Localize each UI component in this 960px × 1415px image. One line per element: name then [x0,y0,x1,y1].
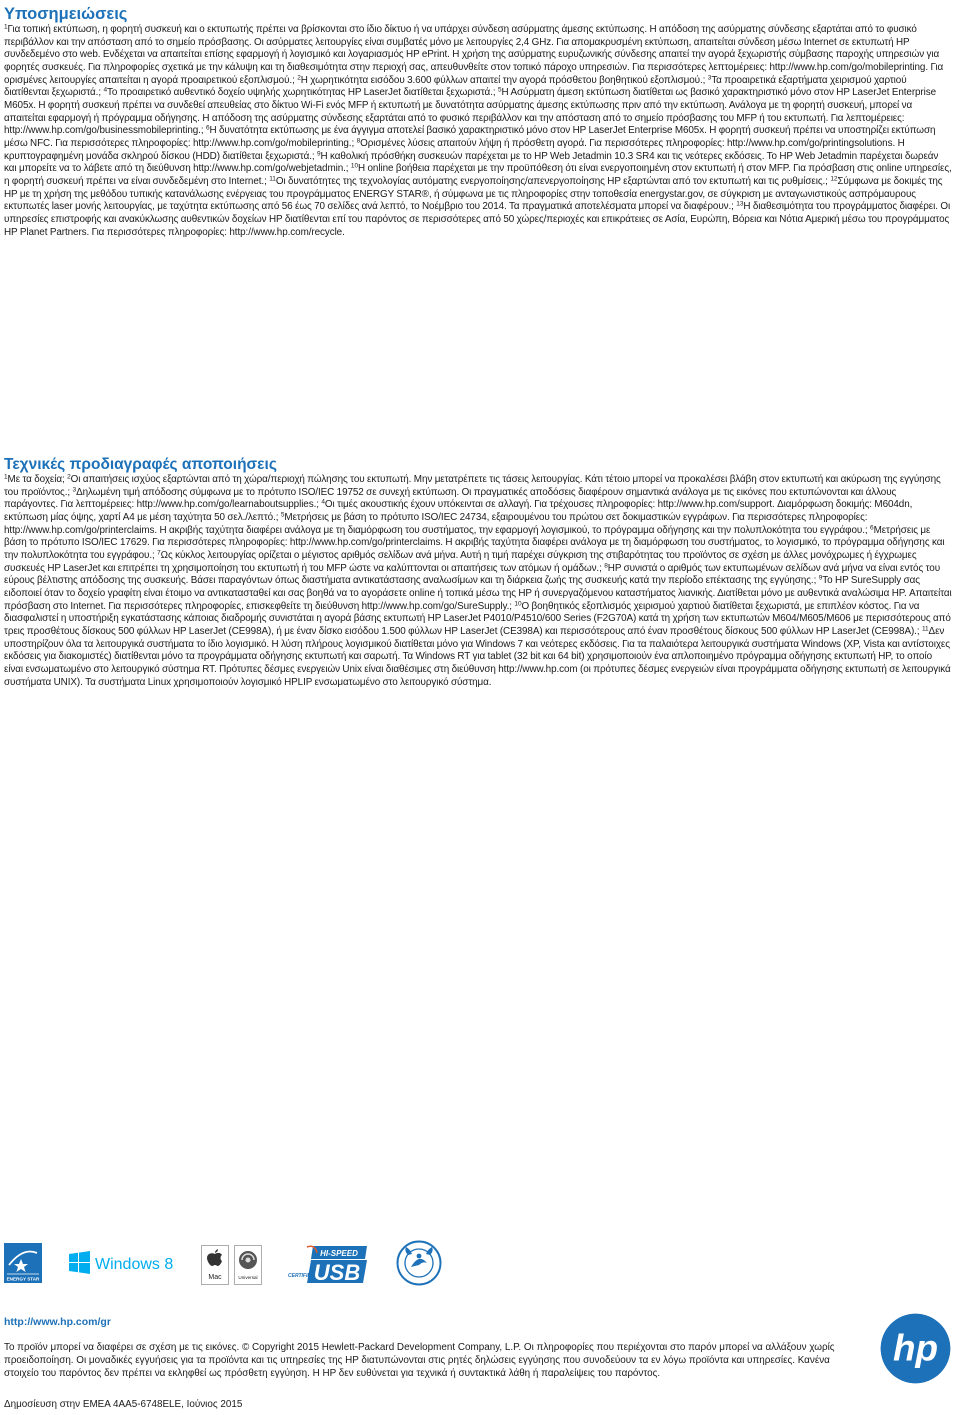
specs-footnote-text: Ως κύκλος λειτουργίας ορίζεται ο μέγιστος αριθμός σελίδων ανά μήνα. Αυτή η τιμή παρέχει σύγκριση της στιβαρότητας του προϊόντος σε σχέση με άλλες μονόχρωμες ή έγχρωμες συσκευές HP LaserJet και επιτρέπει τη χρησιμοποίηση του εκτυπωτή ή του MFP ώστε να καλύπτονται οι απαιτήσεις των ατόμων ή ομάδων.; [4,549,917,574]
notes-footnote-marker: 13 [736,200,744,208]
notes-footnote-text: Τα προαιρετικά εξαρτήματα χειρισμού χαρτιού διατίθενται ξεχωριστά.; [4,74,907,99]
specs-footnote-marker: 3 [72,486,77,494]
universal-label: Universal [238,1275,258,1280]
publication-number: Δημοσίευση στην EMEA 4AA5-6748ELE, Ιούνιος 2015 [4,1399,243,1410]
notes-footnote-marker: 8 [356,137,361,145]
notes-footnote-marker: 1 [4,23,8,31]
usb-certified-label: CERTIFIED [288,1273,315,1279]
notes-footnote-marker: 10 [350,162,358,170]
notes-footnote-text: Η online βοήθεια παρέχεται με την προϋπόθεση ότι είναι ενεργοποιημένη στον εκτυπωτή ή στον MFP. Για πρόσβαση στις online υπηρεσίες, η φορητή συσκευή πρέπει να είναι συνδεδεμένη στο Internet.; [4,163,952,187]
specs-footnote-text: Με τα δοχεία; [7,474,68,485]
specs-footnote-text: Δεν υποστηρίζουν όλα τα λειτουργικά συστήματα το ίδιο λογισμικό. Η λύση πλήρους λογισμικού διατίθεται μόνο για Windows 7 και νεότερες εκδόσεις. Για τα παλαιότερα λειτουργικά συστήματα Windows (XP, Vista και αντίστοιχες εκδόσεις για διακομιστές) διατίθενται μόνο τα προγράμματα οδήγησης εκτυπωτή και σαρωτή. Τα Windows RT για tablet (32 bit και 64 bit) χρησιμοποιούν ένα απλοποιημένο πρόγραμμα οδήγησης εκτυπωτή HP, το οποίο είναι ενσωματωμένο στο λειτουργικό σύστημα RT. Πρότυπες δέσμες ενεργειών Unix είναι διαθέσιμες στη διεύθυνση http://www.hp.com (οι πρότυπες δέσμες ενεργειών είναι προγράμματα οδήγησης εκτυπωτή σε λειτουργικά συστήματα UNIX). Τα συστήματα Linux χρησιμοποιούν λογισμικό HPLIP ενσωματωμένο στο λειτουργικό σύστημα. [4,625,951,688]
footnotes-body [4,24,952,239]
notes-footnote-text: Ορισμένες λύσεις απαιτούν λήψη ή πρόσθετη αγορά. Για περισσότερες πληροφορίες: http://www.hp.com/go/printingsolutions. Η κρυπτογραφημένη μονάδα σκληρού δίσκου (HDD) διατίθεται ξεχωριστά.; [4,137,905,162]
notes-footnote-text: Για τοπική εκτύπωση, η φορητή συσκευή και ο εκτυπωτής πρέπει να βρίσκονται στο ίδιο δίκτυο ή να υπάρχει σύνδεση ασύρματης άμεσης εκτύπωσης. Η απόδοση της ασύρματης σύνδεσης εξαρτάται από το φυσικό περιβάλλον και την απόσταση από το σημείο πρόσβασης. Οι ασύρματες λειτουργίες είναι συμβατές μόνο με λειτουργίες 2,4 GHz. Για απομακρυσμένη εκτύπωση, απαιτείται σύνδεση μέσω Internet σε εκτυπωτή HP συνδεδεμένο στο web. Ενδέχεται να απαιτείται επίσης εφαρμογή ή λογισμικό και λογαριασμός HP ePrint. Η χρήση της ασύρματης ευρυζωνικής σύνδεσης απαιτεί την αγορά ξεχωριστής σύμβασης παροχής υπηρεσιών για φορητές συσκευές. Για πληροφορίες σχετικά με την κάλυψη και τη διαθεσιμότητα στην περιοχή σας, απευθυνθείτε στον τοπικό πάροχο υπηρεσιών. Για περισσότερες λεπτομέρειες: http://www.hp.com/go/mobileprinting. Για ορισμένες λειτουργίες απαιτείται η αγορά προαιρετικού εξοπλισμού.; [4,24,944,86]
universal-icon [234,1245,262,1285]
usb-main-label: USB [313,1260,361,1285]
notes-footnote-text: Το προαιρετικό αυθεντικό δοχείο υψηλής χωρητικότητας HP LaserJet διατίθεται ξεχωριστά.; [107,87,498,99]
footnotes-title: Υποσημειώσεις [4,5,128,23]
mac-label: Mac [208,1274,222,1281]
notes-footnote-marker: 3 [707,74,712,82]
energy-star-icon [4,1243,42,1283]
notes-footnote-text: Η δυνατότητα εκτύπωσης με ένα άγγιγμα αποτελεί βασικό χαρακτηριστικό μόνο στον HP LaserJet Enterprise M605x. Η φορητή συσκευή πρέπει να υποστηρίζει εκτύπωση μέσω NFC. Για περισσότερες πληροφορίες: http://www.hp.com/go/mobileprinting.; [4,125,936,149]
spec-disclaimers-section [4,456,952,689]
windows-label: Windows 8 [95,1256,174,1273]
specs-footnote-marker: 6 [870,524,874,532]
notes-footnote-text: Η Ασύρματη άμεση εκτύπωση διατίθεται ως βασικό χαρακτηριστικό μόνο στον HP LaserJet Enterprise M605x. Η φορητή συσκευή πρέπει να συνδεθεί απευθείας στο δίκτυο Wi-Fi ενός MFP ή εκτυπωτή με δυνατότητα ασύρματης άμεσης εκτύπωσης πριν από την εκτύπωση. Ανάλογα με τη φορητή συσκευή, μπορεί να απαιτείται εφαρμογή ή πρόγραμμα οδήγησης. Η απόδοση της ασύρματης σύνδεσης εξαρτάται από το φυσικό περιβάλλον και την απόσταση από το σημείο πρόσβασης του MFP ή του εκτυπωτή. Για λεπτομέρειες: http://www.hp.com/go/businessmobileprinting.; [4,87,937,137]
notes-footnote-marker: 12 [830,175,838,183]
specs-footnote-text: Δηλωμένη τιμή απόδοσης σύμφωνα με το πρότυπο ISO/IEC 19752 σε συνεχή εκτύπωση. Οι πραγματικές αποδόσεις διαφέρουν σημαντικά ανάλογα με τις εικόνες που εκτυπώνονται και άλλους παράγοντες. Για λεπτομέρειες: http://www.hp.com/go/learnaboutsupplies.; [4,486,897,511]
specs-footnote-text: HP συνιστά ο αριθμός των εκτυπωμένων σελίδων ανά μήνα να είναι εντός του εύρους βέλτιστης απόδοσης της συσκευής. Βάσει παραγόντων όπως διαστήματα αντικατάστασης αναλωσίμων και τη διάρκεια ζωής της συσκευής κατά την περίοδο επέκτασης της εγγύησης.; [4,562,941,587]
specs-footnote-marker: 11 [921,625,929,633]
spec-disclaimers-title: Τεχνικές προδιαγραφές αποποιήσεις [4,456,277,473]
specs-footnote-marker: 10 [514,600,522,608]
specs-footnote-marker: 2 [67,473,71,481]
specs-footnote-text: Οι τιμές ακουστικής έχουν υπόκεινται σε αλλαγή. Για τρέχουσες πληροφορίες: http://www.hp.com/support. Διαμόρφωση δοκιμής: M604dn, εκτύπωση μίας όψης, χαρτί A4 με μέση ταχύτητα 50 σελ./λεπτό.; [4,499,913,523]
specs-footnote-marker: 9 [818,574,823,582]
energy-star-label: ENERGY STAR [6,1276,40,1282]
website-link[interactable]: http://www.hp.com/gr [4,1316,111,1328]
specs-footnote-marker: 4 [321,498,325,506]
notes-footnote-text: Σύμφωνα με δοκιμές της HP με τη χρήση της μεθόδου τυπικής κατανάλωσης ενέργειας του προγράμματος ENERGY STAR®, ή σύμφωνα με τις πληροφορίες στην τοποθεσία energystar.gov, σε σύγκριση με ανταγωνιστικούς ασπρόμαυρους εκτυπωτές laser μονής λειτουργίας, με ταχύτητα εκτύπωσης από 56 έως 70 σελίδες ανά λεπτό, το Νοέμβριο του 2014. Τα πραγματικά αποτελέσματα μπορεί να διαφέρουν.; [4,175,943,213]
specs-footnote-text: Οι απαιτήσεις ισχύος εξαρτώνται από τη χώρα/περιοχή πώλησης του εκτυπωτή. Μην μετατρέπετε τις τάσεις λειτουργίας. Κάτι τέτοιο μπορεί να προκαλέσει βλάβη στον εκτυπωτή και ακύρωση της εγγύησης του προϊόντος.; [4,474,941,498]
specs-footnote-text: Ο βοηθητικός εξοπλισμός χειρισμού χαρτιού διατίθεται ξεχωριστά, με επιπλέον κόστος. Για να διασφαλιστεί η υποστήριξη εγκατάστασης κάποιας διαδρομής συνιστάται η αγορά βάσης εκτυπωτή HP LaserJet P4010/P4510/600 Series (F2G70A) κατά τη χρήση των εκτυπωτών M604/M605/M606 με περισσότερους από τρεις προσθέτους δίσκους 500 φύλλων HP LaserJet (CE998A), ή με έναν δίσκο εισόδου 1.500 φύλλων HP LaserJet (CE398A) και περισσότερους από έναν προσθέτους δίσκους 500 φύλλων HP LaserJet (CE998A).; [4,600,951,637]
notes-footnote-marker: 2 [297,74,301,82]
specs-footnote-marker: 7 [157,549,161,557]
notes-footnote-marker: 4 [103,86,108,94]
specs-footnote-text: Μετρήσεις με βάση το πρότυπο ISO/IEC 17629. Για περισσότερες πληροφορίες: http://www.hp.com/go/printerclaims. Η ακριβής ταχύτητα διαφέρει ανάλογα με τη διαμόρφωση του συστήματος, το λογισμικό, το πρόγραμμα οδήγησης και την πολυπλοκότητα του εγγράφου.; [4,524,945,561]
hp-logo-text: hp [892,1327,939,1369]
footnotes-section [4,4,952,239]
apple-icon [201,1245,229,1285]
notes-footnote-text: Η χωρητικότητα εισόδου 3.600 φύλλων απαιτεί την αγορά πρόσθετου βοηθητικού εξοπλισμού.; [300,74,708,86]
specs-footnote-text: Μετρήσεις με βάση το πρότυπο ISO/IEC 24734, εξαιρουμένου του πρώτου σετ δοκιμαστικών εγγράφων. Για περισσότερες πληροφορίες: http://www.hp.com/go/printerclaims. Η ακριβής ταχύτητα διαφέρει ανάλογα με τη διαμόρφωση του συστήματος, την εφαρμογή λογισμικού, το πρόγραμμα οδήγησης και την πολυπλοκότητα του εγγράφου.; [4,511,871,536]
hp-logo-icon [880,1313,951,1384]
notes-footnote-text: Οι δυνατότητες της τεχνολογίας αυτόματης ενεργοποίησης/απενεργοποίησης HP εξαρτώνται από τον εκτυπωτή και τις ρυθμίσεις.; [275,175,831,187]
specs-footnote-marker: 5 [280,511,285,519]
copyright-disclaimer: Το προϊόν μπορεί να διαφέρει σε σχέση με τις εικόνες. © Copyright 2015 Hewlett-Packard Development Company, L.P. Οι πληροφορίες που περιέχονται στο παρόν μπορεί να αλλάξουν χωρίς προειδοποίηση. Οι μοναδικές εγγυήσεις για τα προϊόντα και τις υπηρεσίες της HP διατυπώνονται στις ρητές δηλώσεις εγγύησης που συνοδεύουν τα εν λόγω προϊόντα και υπηρεσίες. Κανένα στοιχείο του παρόντος δεν πρέπει να εκληφθεί ως πρόσθετη εγγύηση. Η HP δεν ευθύνεται για τεχνικά ή συντακτικά λάθη ή παραλείψεις του παρόντος. [4,1342,835,1380]
notes-footnote-marker: 5 [497,86,502,94]
notes-footnote-marker: 9 [317,150,321,158]
specs-footnote-marker: 1 [4,473,8,481]
notes-footnote-marker: 11 [269,175,276,183]
notes-footnote-text: Η καθολική πρόσθήκη συσκευών παρέχεται με το HP Web Jetadmin 10.3 SR4 και τις νεότερες εκδόσεις. Το HP Web Jetadmin παρέχεται δωρεάν και μπορείτε να το λάβετε από τη διεύθυνση http://www.hp.com/go/webjetadmin.; [4,150,939,175]
windows-icon [68,1250,176,1276]
usb-top-label: HI-SPEED [320,1249,358,1258]
certification-logos [4,1240,474,1285]
notes-footnote-text: Η διαθεσιμότητα του προγράμματος διαφέρει. Οι υπηρεσίες επιστροφής και ανακύκλωσης αυθεντικών δοχείων HP διατίθενται επί του παρόντος σε περισσότερες από 50 χώρες/περιοχές και επικράτειες σε Ασία, Ευρώπη, Βόρεια και Νότια Αμερική μέσω του προγράμματος HP Planet Partners. Για περισσότερες πληροφορίες: http://www.hp.com/recycle. [4,201,951,238]
specs-footnote-marker: 8 [604,562,608,570]
specs-footnote-text: Το HP SureSupply σας ειδοποιεί όταν το δοχείο γραφίτη είναι έτοιμο να αντικατασταθεί και σας βοηθά να το αγοράσετε online ή τοπικά μέσω της HP ή συνεργαζόμενου καταστήματος λιανικής. Διατίθεται μόνο με αυθεντικά αναλώσιμα HP. Απαιτείται πρόσβαση στο Internet. Για περισσότερες πληροφορίες, επισκεφθείτε τη διεύθυνση http://www.hp.com/go/SureSupply.; [4,575,952,612]
notes-footnote-marker: 6 [205,124,210,132]
spec-disclaimers-body [4,474,952,689]
blue-angel-icon [396,1240,442,1286]
usb-icon [287,1243,369,1285]
